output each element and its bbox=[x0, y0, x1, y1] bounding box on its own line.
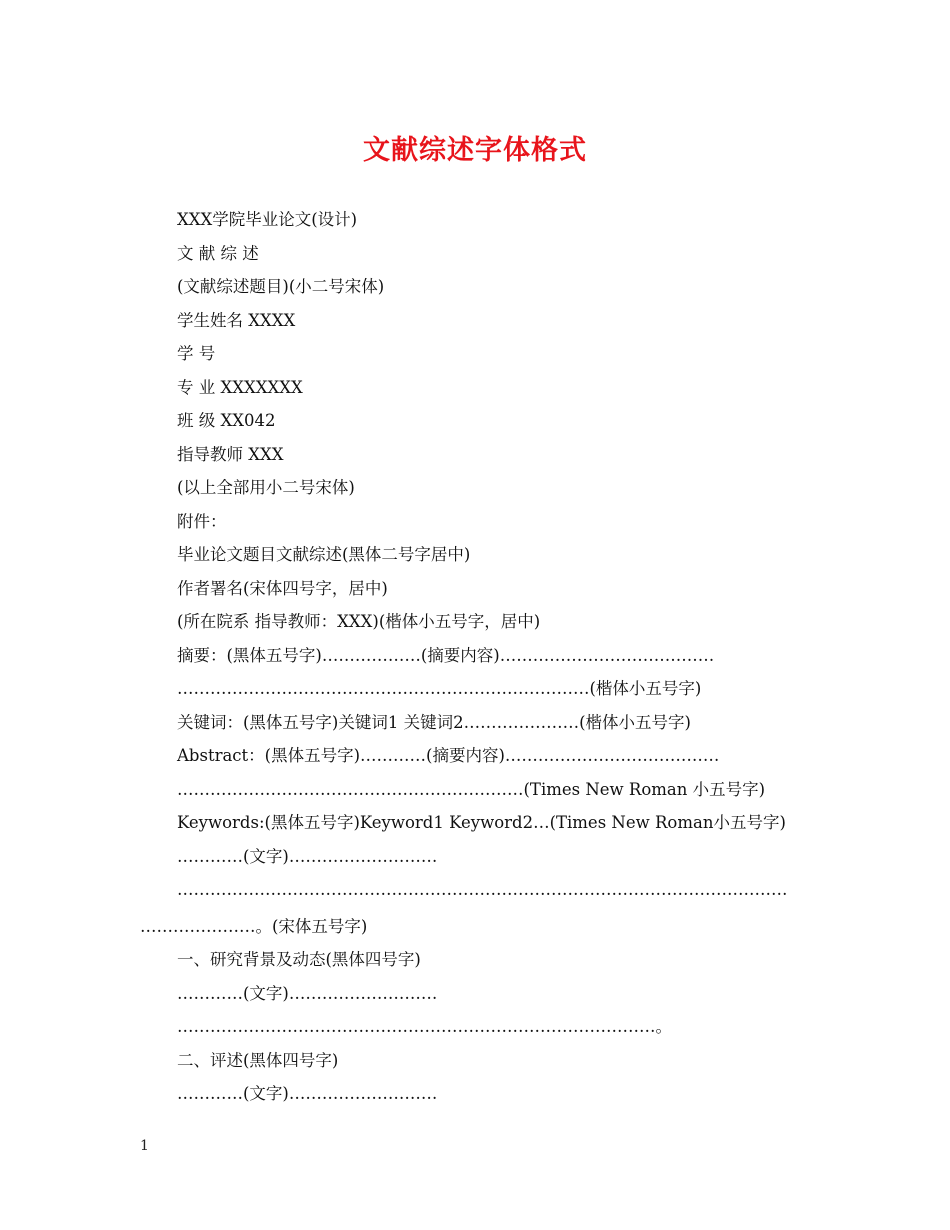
body-line-class: 班 级 XX042 bbox=[177, 411, 276, 430]
body-line-abstract-en-cont: ………………………………………………………(Times New Roman 小五号字) bbox=[177, 780, 766, 799]
body-line-text-3: …………(文字)……………………… bbox=[177, 1084, 438, 1103]
body-line-text-2: …………(文字)……………………… bbox=[177, 984, 438, 1003]
body-line-keywords-en: Keywords:(黑体五号字)Keyword1 Keyword2…(Times New Roman小五号字) bbox=[177, 813, 786, 832]
body-line-review-topic: (文献综述题目)(小二号宋体) bbox=[177, 277, 385, 296]
body-line-abstract-cn: 摘要：(黑体五号字)………………(摘要内容)………………………………… bbox=[177, 646, 715, 665]
body-line-abstract-en: Abstract：(黑体五号字)…………(摘要内容)………………………………… bbox=[177, 746, 720, 765]
body-line-student-id: 学 号 bbox=[177, 344, 216, 363]
body-line-keywords-cn: 关键词：(黑体五号字)关键词1 关键词2…………………(楷体小五号字) bbox=[177, 713, 691, 732]
page-title: 文献综述字体格式 bbox=[363, 135, 587, 166]
body-line-advisor: 指导教师 XXX bbox=[177, 445, 284, 464]
body-line-major: 专 业 XXXXXXX bbox=[177, 378, 303, 397]
body-line-thesis-title: 毕业论文题目文献综述(黑体二号字居中) bbox=[177, 545, 471, 564]
body-line-department: (所在院系 指导教师：XXX)(楷体小五号字，居中) bbox=[177, 612, 541, 631]
body-line-text-1: …………(文字)……………………… bbox=[177, 847, 438, 866]
body-line-font-note: (以上全部用小二号宋体) bbox=[177, 478, 355, 497]
body-line-author: 作者署名(宋体四号字，居中) bbox=[177, 579, 388, 598]
body-line-text-end: …………………。(宋体五号字) bbox=[140, 917, 368, 936]
body-line-abstract-cn-cont: …………………………………………………………………(楷体小五号字) bbox=[177, 679, 702, 698]
body-line-text-2-cont: ……………………………………………………………………………。 bbox=[177, 1017, 672, 1036]
body-line-text-dots: ………………………………………………………………………………………………… bbox=[177, 880, 788, 899]
body-line-school: XXX学院毕业论文(设计) bbox=[177, 210, 358, 229]
page-number: 1 bbox=[140, 1138, 149, 1154]
body-line-literature-review: 文 献 综 述 bbox=[177, 244, 259, 263]
section-heading-background: 一、研究背景及动态(黑体四号字) bbox=[177, 950, 421, 969]
section-heading-review: 二、评述(黑体四号字) bbox=[177, 1051, 339, 1070]
body-line-attachment: 附件： bbox=[177, 512, 227, 531]
body-line-student-name: 学生姓名 XXXX bbox=[177, 311, 296, 330]
